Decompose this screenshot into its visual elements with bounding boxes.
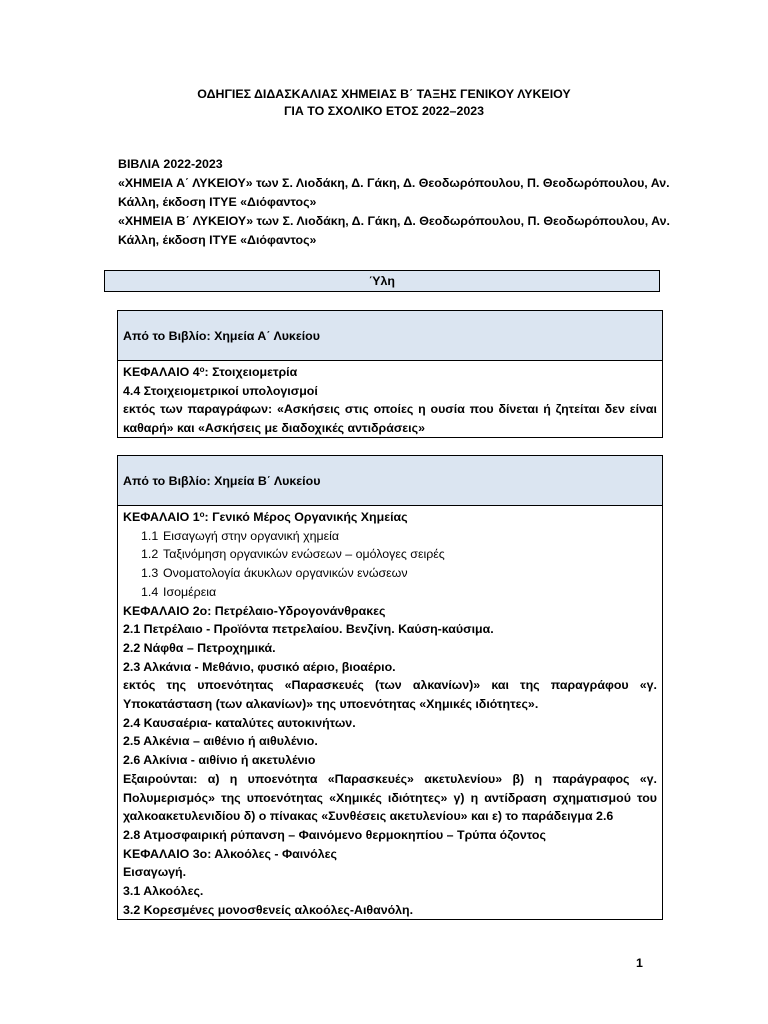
- list-item: 1.4 Ισομέρεια: [141, 584, 217, 599]
- box-a-chapter: ΚΕΦΑΛΑΙΟ $4^o$: Στοιχειομετρία: [123, 365, 298, 379]
- document-title: [0, 86, 768, 120]
- box-a-exception: εκτός των παραγράφων: «Ασκήσεις στις οποίες η ουσία που δίνεται ή ζητείται δεν είναι καθαρή» και «Ασκήσεις με διαδοχικές αντιδράσεις»: [123, 402, 657, 436]
- section-3-1: 3.1 Αλκοόλες.: [123, 884, 204, 899]
- chapter-2-heading: ΚΕΦΑΛΑΙΟ 2ο: Πετρέλαιο-Υδρογονάνθρακες: [123, 603, 386, 618]
- section-3-2: 3.2 Κορεσμένες μονοσθενείς αλκοόλες-Αιθανόλη.: [123, 902, 414, 917]
- books-section: [118, 155, 670, 250]
- list-item: 1.2 Ταξινόμηση οργανικών ενώσεων – ομόλογες σειρές: [141, 547, 445, 562]
- title-line-1: ΟΔΗΓΙΕΣ ΔΙΔΑΣΚΑΛΙΑΣ ΧΗΜΕΙΑΣ Β΄ ΤΑΞΗΣ ΓΕΝΙΚΟΥ ΛΥΚΕΙΟΥ: [197, 87, 571, 101]
- list-item: 1.1 Εισαγωγή στην οργανική χημεία: [141, 528, 340, 543]
- section-2-4: 2.4 Καυσαέρια- καταλύτες αυτοκινήτων.: [123, 715, 356, 730]
- syllabus-header: Ύλη: [104, 270, 660, 292]
- section-2-6: 2.6 Αλκίνια - αιθίνιο ή ακετυλένιο: [123, 753, 316, 768]
- chapter-1-heading: ΚΕΦΑΛΑΙΟ $1^o$: Γενικό Μέρος Οργανικής Χημείας: [123, 510, 408, 524]
- list-item: 1.3 Ονοματολογία άκυκλων οργανικών ενώσεων: [141, 566, 408, 581]
- title-line-2: ΓΙΑ ΤΟ ΣΧΟΛΙΚΟ ΕΤΟΣ 2022–2023: [283, 104, 485, 118]
- box-a-body: [118, 361, 662, 440]
- page-number: 1: [636, 956, 643, 970]
- section-2-3-exception: εκτός της υποενότητας «Παρασκευές (των αλκανίων)» και της παραγράφου «γ. Υποκατάσταση (των αλκανίων)» της υποενότητας «Χημικές ιδιότητες».: [123, 678, 657, 712]
- box-a-heading: Από το Βιβλίο: Χημεία Α΄ Λυκείου: [118, 311, 662, 361]
- section-2-1: 2.1 Πετρέλαιο - Προϊόντα πετρελαίου. Βενζίνη. Καύση-καύσιμα.: [123, 622, 494, 637]
- box-b-body: [118, 506, 662, 921]
- box-b-heading: Από το Βιβλίο: Χημεία Β΄ Λυκείου: [118, 456, 662, 506]
- box-book-b: [117, 455, 663, 920]
- section-2-3: 2.3 Αλκάνια - Μεθάνιο, φυσικό αέριο, βιοαέριο.: [123, 659, 396, 674]
- section-2-6-exception: Εξαιρούνται: α) η υποενότητα «Παρασκευές» ακετυλενίου» β) η παράγραφος «γ. Πολυμερισμός» της υποενότητας «Χημικές ιδιότητες» γ) η αντίδραση σχηματισμού του χαλκοακετυλενιδίου δ) ο πίνακας «Συνθέσεις ακετυλενίου» και ε) το παράδειγμα 2.6: [123, 771, 657, 824]
- chapter-3-heading: ΚΕΦΑΛΑΙΟ 3ο: Αλκοόλες - Φαινόλες: [123, 846, 337, 861]
- books-heading: ΒΙΒΛΙΑ 2022-2023: [118, 157, 223, 171]
- section-2-2: 2.2 Νάφθα – Πετροχημικά.: [123, 640, 276, 655]
- book-a-line-1: «ΧΗΜΕΙΑ Α΄ ΛΥΚΕΙΟΥ» των Σ. Λιοδάκη, Δ. Γάκη, Δ. Θεοδωρόπουλου, Π. Θεοδωρόπουλου, Αν.: [118, 176, 670, 190]
- book-b-line-1: «ΧΗΜΕΙΑ Β΄ ΛΥΚΕΙΟΥ» των Σ. Λιοδάκη, Δ. Γάκη, Δ. Θεοδωρόπουλου, Π. Θεοδωρόπουλου, Αν.: [118, 214, 670, 228]
- box-book-a: [117, 310, 663, 438]
- chapter-3-intro: Εισαγωγή.: [123, 865, 187, 880]
- book-a-line-2: Κάλλη, έκδοση ΙΤΥΕ «Διόφαντος»: [118, 195, 317, 209]
- box-a-section: 4.4 Στοιχειομετρικοί υπολογισμοί: [123, 383, 318, 398]
- section-2-5: 2.5 Αλκένια – αιθένιο ή αιθυλένιο.: [123, 734, 318, 749]
- section-2-8: 2.8 Ατμοσφαιρική ρύπανση – Φαινόμενο θερμοκηπίου – Τρύπα όζοντος: [123, 827, 546, 842]
- book-b-line-2: Κάλλη, έκδοση ΙΤΥΕ «Διόφαντος»: [118, 233, 317, 247]
